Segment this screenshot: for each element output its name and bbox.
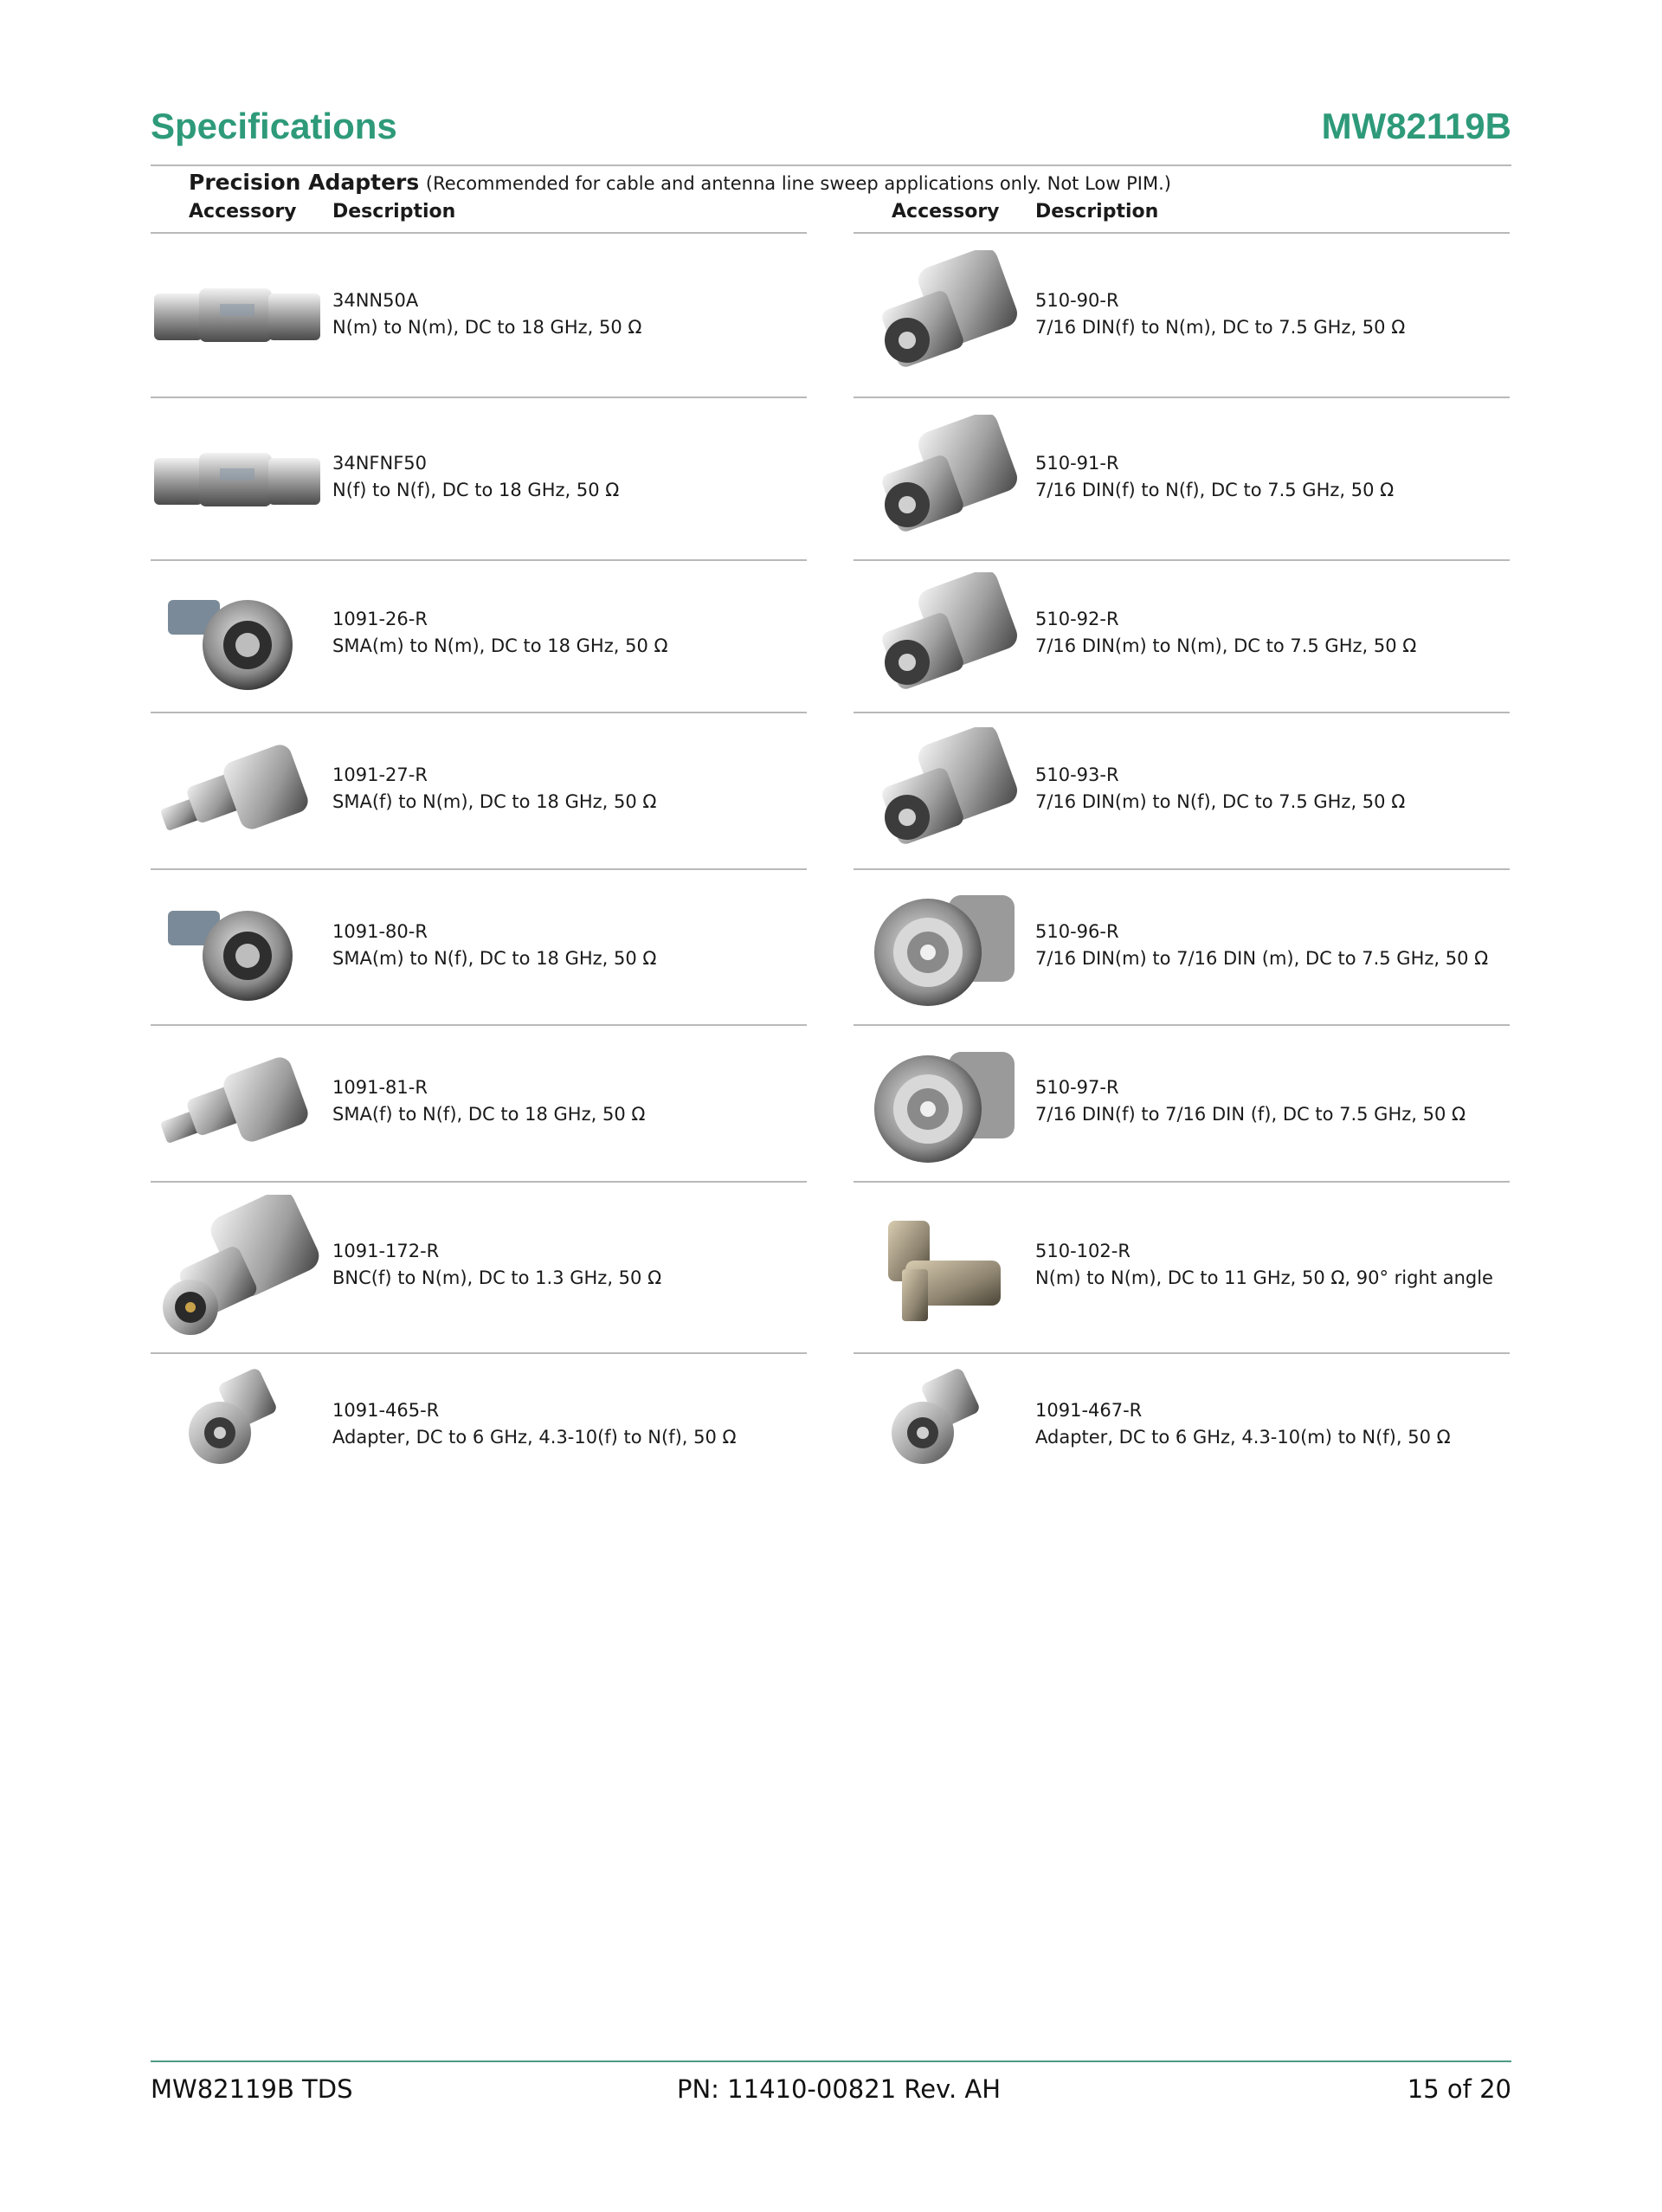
accessory-description <box>1035 1238 1493 1292</box>
inline-adapter-icon <box>151 259 324 371</box>
accessory-row <box>854 1354 1510 1484</box>
right-angle-adapter-icon <box>854 1212 1027 1325</box>
accessory-description <box>1035 762 1405 816</box>
part-spec: N(m) to N(m), DC to 11 GHz, 50 Ω, 90° right angle <box>1035 1267 1493 1288</box>
part-number: 510-92-R <box>1035 609 1119 629</box>
part-number: 1091-465-R <box>332 1400 440 1421</box>
part-spec: 7/16 DIN(f) to N(f), DC to 7.5 GHz, 50 Ω <box>1035 480 1395 500</box>
part-number: 34NN50A <box>332 290 419 311</box>
small-adapter-icon <box>151 1367 324 1471</box>
accessory-row <box>854 713 1510 870</box>
din-face-icon <box>854 883 1027 1013</box>
accessory-row <box>151 870 807 1026</box>
din-adapter-icon <box>854 415 1027 545</box>
footer-part-number: PN: 11410-00821 Rev. AH <box>677 2074 1002 2104</box>
bnc-adapter-icon <box>151 1195 324 1342</box>
part-number: 1091-27-R <box>332 764 428 785</box>
accessory-row <box>151 713 807 870</box>
part-number: 1091-467-R <box>1035 1400 1143 1421</box>
din-adapter-icon <box>854 727 1027 857</box>
part-spec: Adapter, DC to 6 GHz, 4.3-10(m) to N(f), 50 Ω <box>1035 1427 1451 1448</box>
accessory-description <box>1035 1397 1451 1451</box>
accessory-row <box>854 398 1510 561</box>
part-number: 510-93-R <box>1035 764 1119 785</box>
description-header: Description <box>332 201 456 222</box>
accessory-row <box>151 1026 807 1183</box>
accessory-row <box>854 870 1510 1026</box>
part-number: 1091-172-R <box>332 1241 440 1261</box>
din-adapter-icon <box>854 572 1027 702</box>
accessory-row <box>151 398 807 561</box>
accessory-description <box>332 1238 661 1292</box>
n-connector-icon <box>151 581 324 693</box>
part-number: 34NFNF50 <box>332 453 428 474</box>
accessory-description <box>1035 287 1405 341</box>
left-accessory-list <box>151 232 807 1484</box>
model-number: MW82119B <box>1321 106 1511 146</box>
part-spec: SMA(m) to N(m), DC to 18 GHz, 50 Ω <box>332 635 668 656</box>
accessory-row <box>854 1026 1510 1183</box>
accessory-description <box>1035 450 1394 504</box>
accessory-description <box>332 762 656 816</box>
section-heading <box>189 170 1171 195</box>
accessory-description <box>332 606 668 660</box>
page-title: Specifications <box>151 106 397 146</box>
inline-adapter-icon <box>151 423 324 536</box>
accessory-row <box>151 1183 807 1354</box>
small-adapter-icon <box>854 1367 1027 1471</box>
accessory-row <box>151 232 807 398</box>
part-number: 510-91-R <box>1035 453 1119 474</box>
accessory-description <box>1035 1074 1466 1128</box>
footer-document-name: MW82119B TDS <box>151 2074 353 2104</box>
part-spec: N(m) to N(m), DC to 18 GHz, 50 Ω <box>332 317 642 338</box>
accessory-row <box>854 1183 1510 1354</box>
part-spec: BNC(f) to N(m), DC to 1.3 GHz, 50 Ω <box>332 1267 662 1288</box>
right-column-header <box>854 201 1510 234</box>
accessory-description <box>332 919 656 972</box>
sma-n-adapter-icon <box>151 1048 324 1161</box>
accessory-row <box>151 561 807 713</box>
accessory-header: Accessory <box>189 201 297 222</box>
sma-n-adapter-icon <box>151 736 324 848</box>
part-spec: 7/16 DIN(f) to N(m), DC to 7.5 GHz, 50 Ω <box>1035 317 1406 338</box>
accessory-row <box>854 561 1510 713</box>
accessory-description <box>1035 919 1488 972</box>
din-adapter-icon <box>854 250 1027 380</box>
accessory-description <box>332 450 619 504</box>
part-spec: Adapter, DC to 6 GHz, 4.3-10(f) to N(f), 50 Ω <box>332 1427 737 1448</box>
accessory-description <box>332 1397 737 1451</box>
page-header <box>151 102 1511 166</box>
section-note: (Recommended for cable and antenna line sweep applications only. Not Low PIM.) <box>425 173 1171 194</box>
accessory-description <box>1035 606 1416 660</box>
accessory-description <box>332 287 641 341</box>
left-column-header <box>151 201 807 234</box>
accessory-row <box>151 1354 807 1484</box>
part-spec: N(f) to N(f), DC to 18 GHz, 50 Ω <box>332 480 620 500</box>
accessory-description <box>332 1074 645 1128</box>
description-header: Description <box>1035 201 1159 222</box>
din-face-icon <box>854 1040 1027 1170</box>
accessory-row <box>854 232 1510 398</box>
right-accessory-list <box>854 232 1510 1484</box>
footer-page-number: 15 of 20 <box>1407 2074 1511 2104</box>
part-spec: 7/16 DIN(m) to 7/16 DIN (m), DC to 7.5 GHz, 50 Ω <box>1035 948 1489 969</box>
part-spec: SMA(f) to N(m), DC to 18 GHz, 50 Ω <box>332 791 657 812</box>
page-footer <box>151 2060 1511 2114</box>
part-number: 510-90-R <box>1035 290 1119 311</box>
n-connector-icon <box>151 892 324 1004</box>
part-number: 510-97-R <box>1035 1077 1119 1098</box>
part-spec: SMA(f) to N(f), DC to 18 GHz, 50 Ω <box>332 1104 646 1125</box>
part-number: 1091-26-R <box>332 609 428 629</box>
accessory-header: Accessory <box>892 201 1000 222</box>
part-number: 1091-80-R <box>332 921 428 942</box>
part-number: 510-96-R <box>1035 921 1119 942</box>
section-title: Precision Adapters <box>189 170 420 195</box>
part-spec: 7/16 DIN(m) to N(m), DC to 7.5 GHz, 50 Ω <box>1035 635 1417 656</box>
part-spec: SMA(m) to N(f), DC to 18 GHz, 50 Ω <box>332 948 657 969</box>
part-spec: 7/16 DIN(m) to N(f), DC to 7.5 GHz, 50 Ω <box>1035 791 1406 812</box>
part-number: 510-102-R <box>1035 1241 1131 1261</box>
part-spec: 7/16 DIN(f) to 7/16 DIN (f), DC to 7.5 GHz, 50 Ω <box>1035 1104 1466 1125</box>
part-number: 1091-81-R <box>332 1077 428 1098</box>
